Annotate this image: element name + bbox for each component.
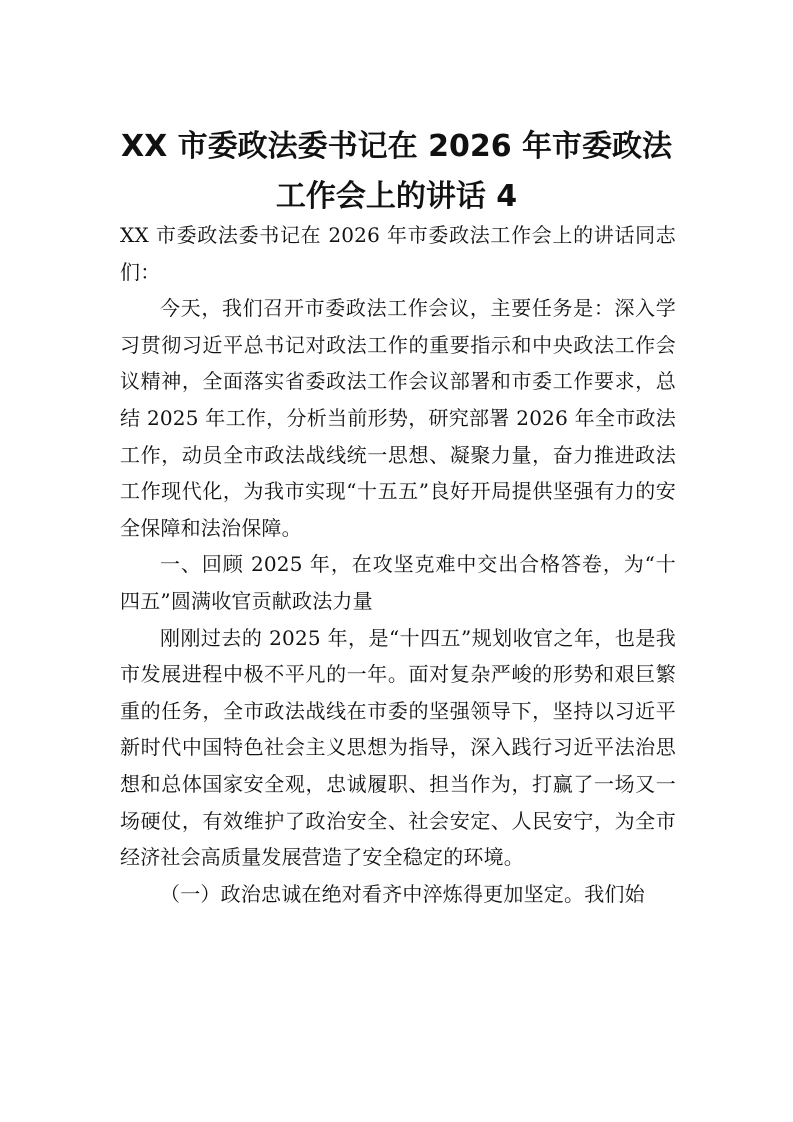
review-paragraph: 刚刚过去的 2025 年，是“十四五”规划收官之年，也是我市发展进程中极不平凡的一年。面对复杂严峻的形势和艰巨繁重的任务，全市政法战线在市委的坚强领导下，坚持以习近平新时代中国特色社会主义思想为指导，深入践行习近平法治思想和总体国家安全观，忠诚履职、担当作为，打赢了一场又一场硬仗，有效维护了政治安全、社会安定、人民安宁，为全市经济社会高质量发展营造了安全稳定的环境。 xyxy=(120,625,676,870)
salutation-paragraph: XX 市委政法委书记在 2026 年市委政法工作会上的讲话同志们： xyxy=(120,223,676,284)
intro-paragraph: 今天，我们召开市委政法工作会议，主要任务是：深入学习贯彻习近平总书记对政法工作的重要指示和中央政法工作会议精神，全面落实省委政法工作会议部署和市委工作要求，总结 2025 年工作，分析当前形势，研究部署 2026 年全市政法工作，动员全市政法战线统一思想、凝聚力量，奋力推进政法工作现代化，为我市实现“十五五”良好开局提供坚强有力的安全保障和法治保障。 xyxy=(120,296,676,540)
section-heading-paragraph: 一、回顾 2025 年，在攻坚克难中交出合格答卷，为“十四五”圆满收官贡献政法力量 xyxy=(120,552,676,613)
document-title: XX 市委政法委书记在 2026 年市委政法工作会上的讲话 4 xyxy=(120,129,673,214)
subsection-paragraph: （一）政治忠诚在绝对看齐中淬炼得更加坚定。我们始 xyxy=(160,881,645,906)
document-body xyxy=(120,217,676,912)
